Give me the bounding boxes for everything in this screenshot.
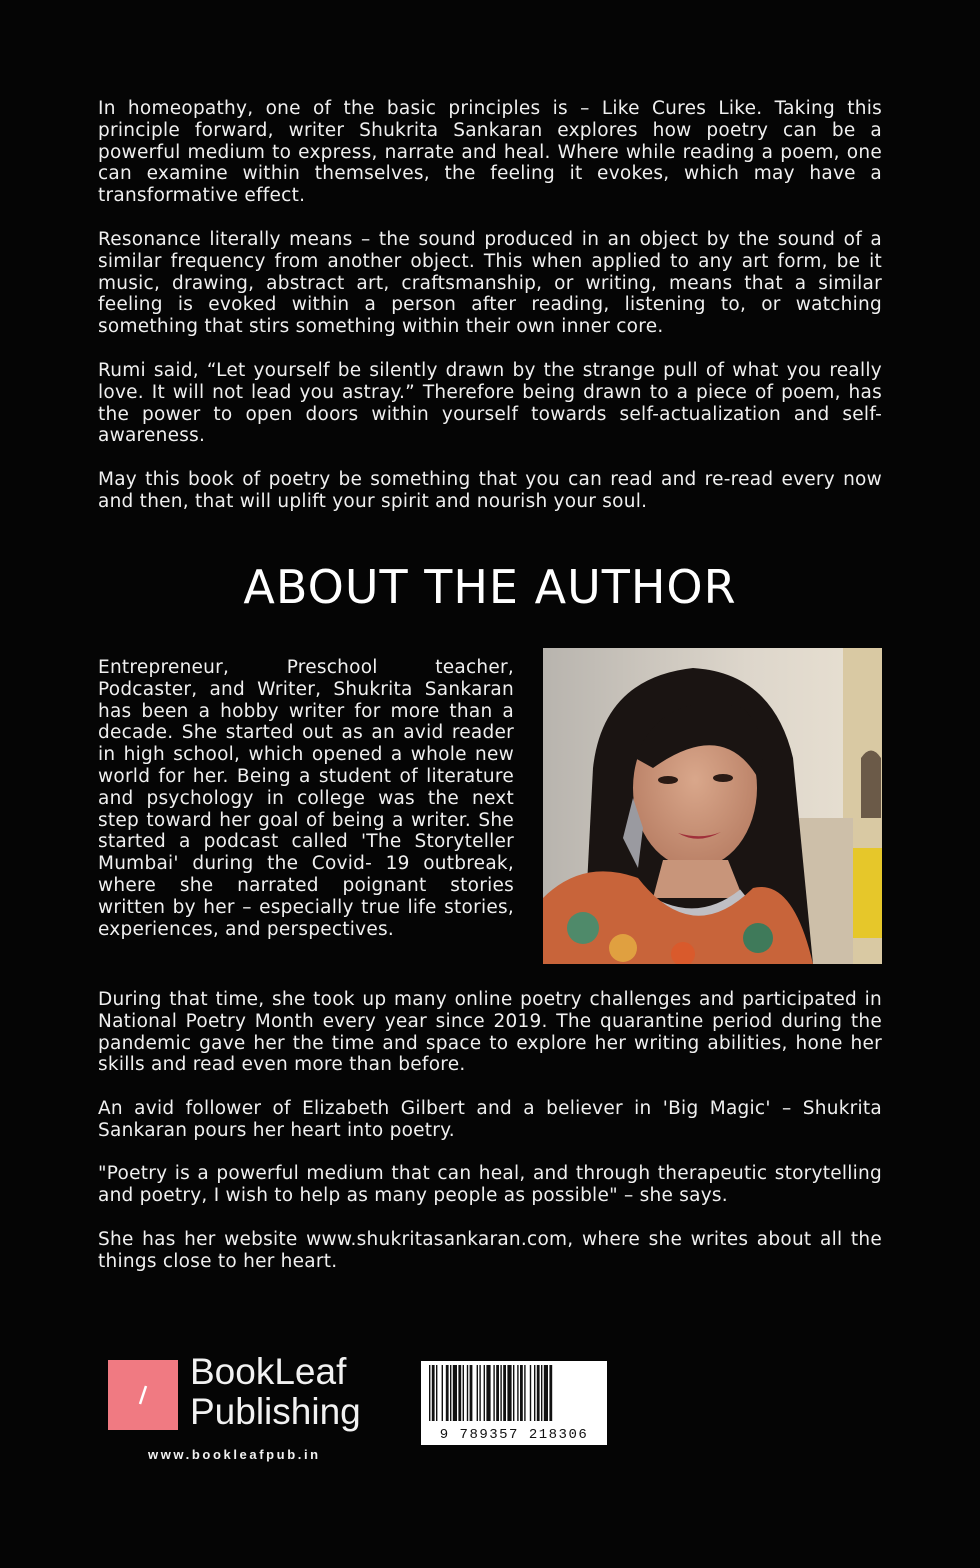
barcode-bar [467,1365,468,1421]
intro-paragraph-1: In homeopathy, one of the basic principles is – Like Cures Like. Taking this principle forward, writer Shukrita Sankaran explores how poetry can be a powerful medium to express, narrate and heal. Where while reading a poem, one can examine within themselves, the feeling it evokes, which may have a transformative effect. [98,98,882,207]
barcode-bar [496,1365,499,1421]
barcode-bar [549,1365,552,1421]
author-paragraph-2: During that time, she took up many online poetry challenges and participated in National Poetry Month every year since 2019. The quarantine period during the pandemic gave her the time and space to explore her writing abilities, hone her skills and read even more than before. [98,989,882,1076]
barcode-bar [479,1365,480,1421]
intro-paragraph-3: Rumi said, “Let yourself be silently drawn by the strange pull of what you really love. It will not lead you astray.” Therefore being drawn to a piece of poem, has the power to open doors within yourself towards self-actualization and self-awareness. [98,360,882,447]
isbn-number: 9 789357 218306 [439,1427,589,1443]
barcode-bar [503,1365,506,1421]
barcode-bar [534,1365,535,1421]
barcode-bar [513,1365,514,1421]
barcode-bar [500,1365,501,1421]
barcode-bar [436,1365,437,1421]
barcode-bar [446,1365,449,1421]
isbn-barcode [421,1361,607,1445]
barcode-bar [517,1365,518,1421]
barcode-bar [477,1365,478,1421]
publisher-name-line-2: Publishing [190,1391,361,1432]
barcode-bar [530,1365,531,1421]
barcode-bar [484,1365,485,1421]
about-the-author-heading: ABOUT THE AUTHOR [243,560,737,614]
barcode-bar [429,1365,430,1421]
barcode-bar [442,1365,443,1421]
barcode-bar [537,1365,540,1421]
barcode-bar [463,1365,464,1421]
barcode-bar [458,1365,461,1421]
author-website-paragraph: She has her website www.shukritasankaran.com, where she writes about all the things close to her heart. [98,1229,882,1272]
intro-paragraph-2: Resonance literally means – the sound produced in an object by the sound of a similar frequency from another object. This when applied to any art form, be it music, drawing, abstract art, craftsmanship, or writing, means that a similar feeling is evoked within a person after reading, listening to, or watching something that stirs something within their own inner core. [98,229,882,338]
author-paragraph-3: An avid follower of Elizabeth Gilbert and a believer in 'Big Magic' – Shukrita Sankaran pours her heart into poetry. [98,1098,882,1141]
barcode-bar [453,1365,457,1421]
barcode-bar [493,1365,494,1421]
publisher-name-line-1: BookLeaf [190,1351,347,1392]
barcode-bar [470,1365,473,1421]
publisher-website: www.bookleafpub.in [148,1447,321,1462]
intro-paragraph-4: May this book of poetry be something that you can read and re-read every now and then, that will uplift your spirit and nourish your soul. [98,469,882,512]
author-bio-paragraph: Entrepreneur, Preschool teacher, Podcaster, and Writer, Shukrita Sankaran has been a hobby writer for more than a decade. She started out as an avid reader in high school, which opened a whole new world for her. Being a student of literature and psychology in college was the next step toward her goal of being a writer. She started a podcast called 'The Storyteller Mumbai' during the Covid- 19 outbreak, where she narrated poignant stories written by her – especially true life stories, experiences, and perspectives. [98,657,514,940]
author-quote-paragraph: "Poetry is a powerful medium that can heal, and through therapeutic storytelling and poetry, I wish to help as many people as possible" – she says. [98,1163,882,1206]
barcode-bar [520,1365,523,1421]
barcode-bar [432,1365,435,1421]
barcode-bar [524,1365,525,1421]
barcode-bar [507,1365,511,1421]
barcode-bar [544,1365,548,1421]
bookleaf-logo-icon [108,1360,178,1430]
publisher-name [190,1352,361,1432]
author-photo [543,648,882,964]
barcode-bar [486,1365,490,1421]
barcode-bars [421,1361,607,1423]
barcode-bar [450,1365,451,1421]
barcode-bar [541,1365,542,1421]
